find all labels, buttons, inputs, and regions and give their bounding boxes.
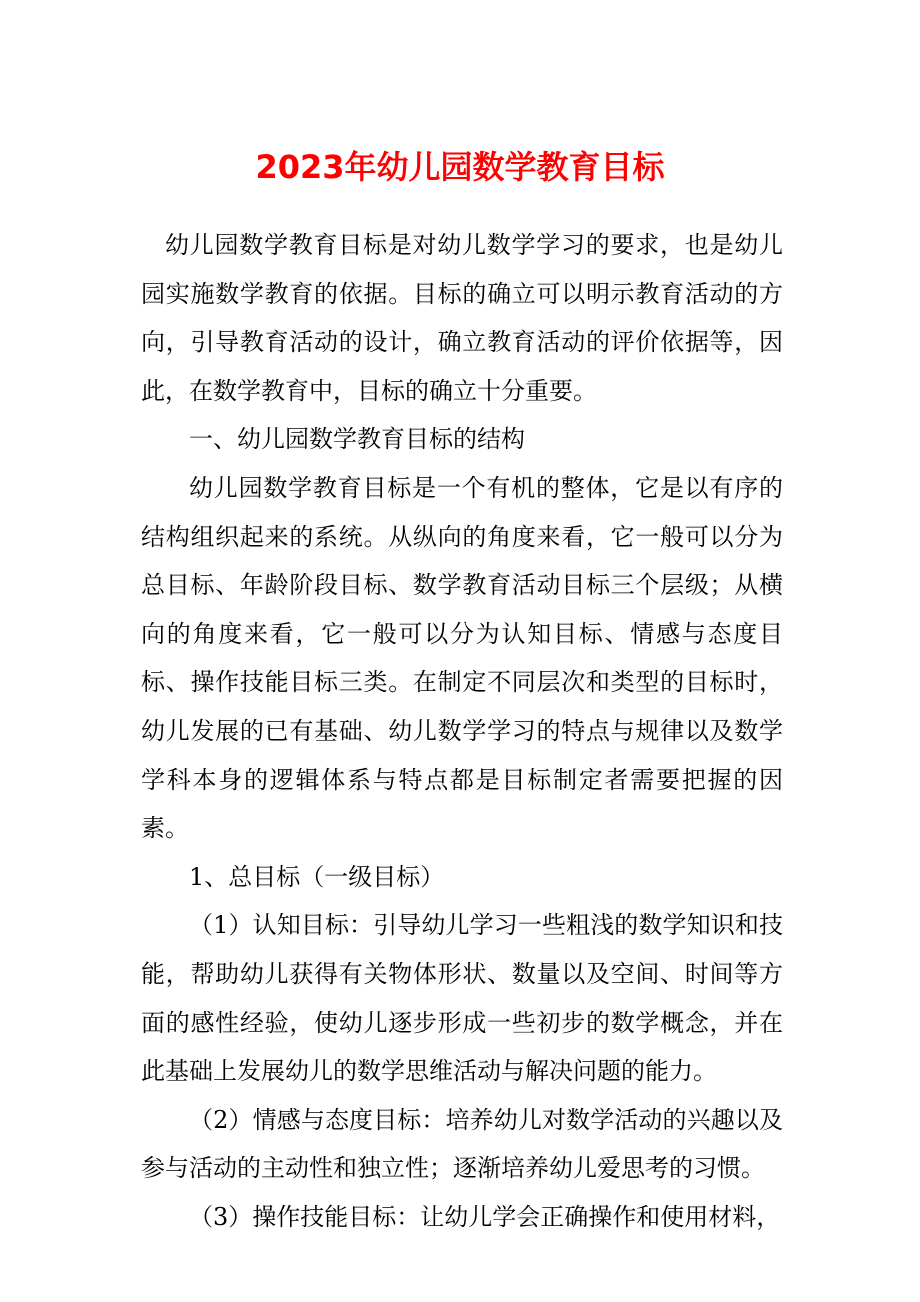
document-title: 2023年幼儿园数学教育目标 <box>255 148 665 186</box>
intro-paragraph: 幼儿园数学教育目标是对幼儿数学学习的要求，也是幼儿园实施数学教育的依据。目标的确立可以明示教育活动的方向，引导教育活动的设计，确立教育活动的评价依据等，因此，在数学教育中，目标的确立十分重要。 <box>141 231 783 405</box>
structure-paragraph: 幼儿园数学教育目标是一个有机的整体，它是以有序的结构组织起来的系统。从纵向的角度来看，它一般可以分为总目标、年龄阶段目标、数学教育活动目标三个层级；从横向的角度来看，它一般可以分为认知目标、情感与态度目标、操作技能目标三类。在制定不同层次和类型的目标时，幼儿发展的已有基础、幼儿数学学习的特点与规律以及数学学科本身的逻辑体系与特点都是目标制定者需要把握的因素。 <box>141 473 783 843</box>
document-body <box>141 221 783 1241</box>
cognitive-goal-paragraph: （1）认知目标：引导幼儿学习一些粗浅的数学知识和技能，帮助幼儿获得有关物体形状、数量以及空间、时间等方面的感性经验，使幼儿逐步形成一些初步的数学概念，并在此基础上发展幼儿的数学思维活动与解决问题的能力。 <box>141 911 783 1086</box>
emotion-attitude-goal-paragraph: （2）情感与态度目标：培养幼儿对数学活动的兴趣以及参与活动的主动性和独立性；逐渐培养幼儿爱思考的习惯。 <box>141 1105 783 1183</box>
subsection-heading-general-goal: 1、总目标（一级目标） <box>189 862 445 891</box>
section-heading-structure: 一、幼儿园数学教育目标的结构 <box>189 425 525 454</box>
operation-skill-goal-paragraph: （3）操作技能目标：让幼儿学会正确操作和使用材料， <box>189 1202 781 1231</box>
